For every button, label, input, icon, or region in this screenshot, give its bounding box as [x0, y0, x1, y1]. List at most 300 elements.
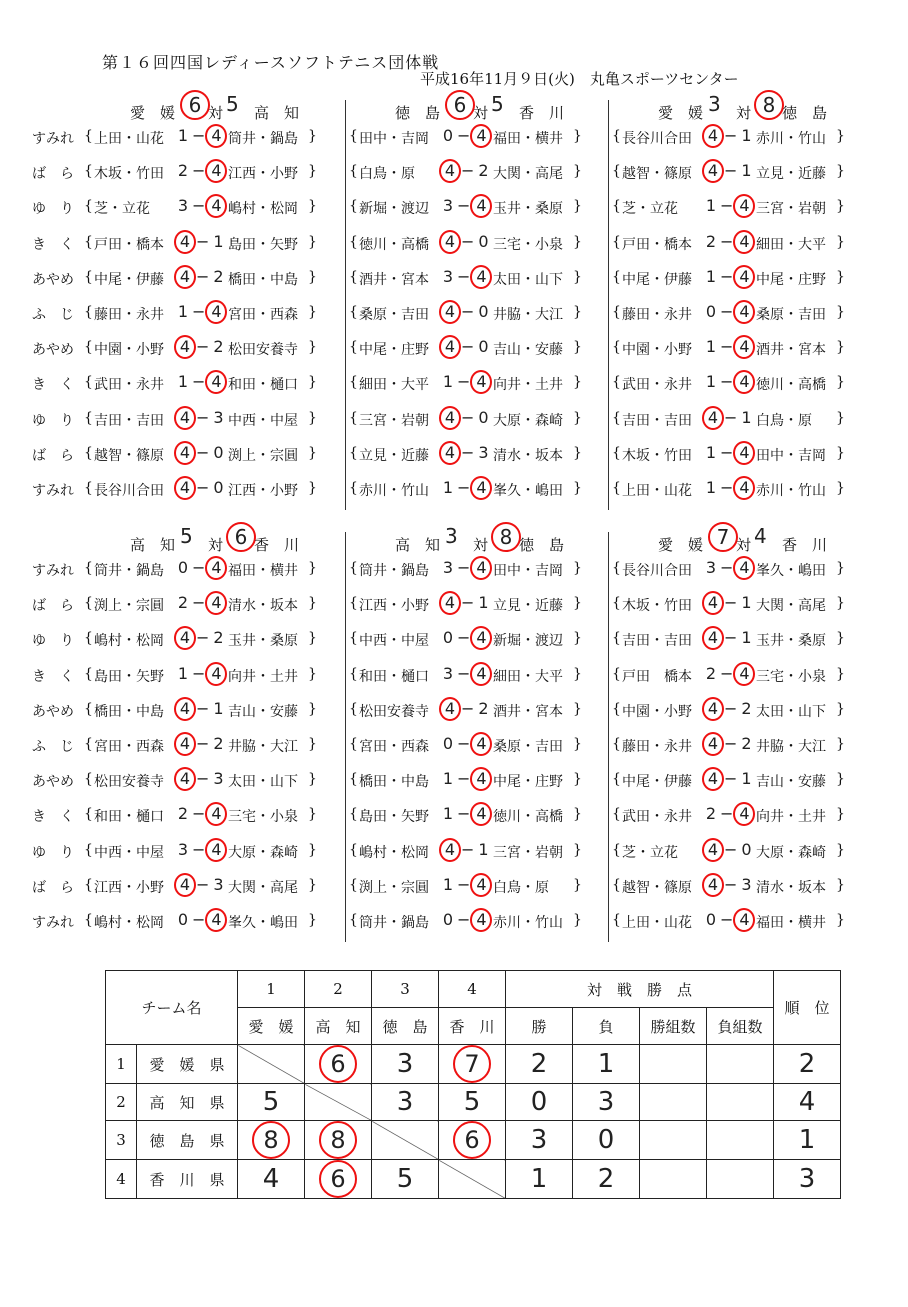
match-row	[612, 194, 873, 229]
pair-a: 橋田・中島	[94, 703, 164, 720]
score-a: 1	[442, 804, 454, 824]
match-score	[702, 230, 754, 254]
score-dash: −	[196, 337, 210, 357]
points-cell	[238, 1121, 305, 1160]
match-block	[32, 92, 332, 511]
match-score	[439, 802, 491, 826]
match-row	[349, 441, 655, 476]
round-name: あやめ	[32, 342, 74, 359]
pair-b: 徳川・高橋	[493, 809, 563, 826]
score-a: 4	[702, 591, 724, 615]
brace-close-b: }	[573, 128, 582, 144]
score-dash: −	[457, 804, 471, 824]
losses-value: 0	[597, 1125, 615, 1155]
points-group-header: 対 戦 勝 点	[506, 971, 774, 1008]
pair-b: 向井・土井	[228, 668, 298, 685]
match-score	[702, 732, 754, 756]
match-row	[349, 335, 655, 370]
brace-close-b: }	[573, 700, 582, 717]
match-score	[439, 697, 491, 721]
score-b: 4	[205, 556, 227, 580]
pair-a: 筒井・鍋島	[359, 914, 429, 931]
score-dash: −	[461, 593, 475, 613]
brace-open-a: {	[612, 374, 621, 391]
brace-open-a: {	[612, 268, 621, 285]
score-dash: −	[461, 161, 475, 181]
match-block	[612, 524, 873, 943]
score-a: 4	[174, 732, 196, 756]
match-score	[439, 626, 491, 650]
match-row	[612, 697, 873, 732]
match-row	[612, 556, 873, 591]
match-block	[612, 92, 873, 511]
brace-close-b: }	[573, 665, 582, 682]
brace-close-b: }	[573, 339, 582, 356]
score-dash: −	[457, 126, 471, 145]
team-a-score: 3	[708, 92, 721, 116]
brace-open-a: {	[349, 560, 358, 576]
score-b: 1	[741, 126, 752, 145]
pair-a: 藤田・永井	[622, 306, 692, 323]
pair-a: 木坂・竹田	[94, 166, 164, 183]
brace-open-a: {	[84, 595, 93, 612]
match-score	[439, 230, 491, 254]
pair-b: 向井・土井	[756, 809, 826, 826]
pair-b: 三宅・小泉	[493, 236, 563, 253]
score-b: 4	[205, 159, 227, 183]
pair-a: 筒井・鍋島	[94, 563, 164, 579]
score-dash: −	[457, 874, 471, 894]
brace-close-b: }	[308, 630, 317, 647]
match-score	[174, 124, 226, 148]
round-name: ば ら	[32, 447, 74, 464]
brace-close-b: }	[308, 479, 317, 496]
score-b: 0	[478, 301, 489, 321]
team-name-header: チーム名	[106, 971, 238, 1045]
row-number: 4	[106, 1160, 137, 1199]
score-dash: −	[196, 698, 210, 718]
pair-b: 和田・樋口	[228, 377, 298, 394]
match-score	[174, 873, 226, 897]
rank-header: 順 位	[774, 971, 841, 1045]
match-row	[349, 476, 655, 511]
score-b: 3	[213, 407, 224, 427]
match-row	[349, 194, 655, 229]
match-score	[174, 370, 226, 394]
score-dash: −	[196, 266, 210, 286]
brace-close-b: }	[836, 700, 845, 717]
points-cell	[238, 1084, 305, 1121]
brace-close-b: }	[573, 444, 582, 461]
brace-close-b: }	[308, 911, 317, 928]
score-b: 2	[213, 628, 224, 648]
score-a: 3	[177, 196, 189, 216]
loss-sets-cell	[707, 1121, 774, 1160]
pair-b: 筒井・鍋島	[228, 131, 298, 147]
match-row	[349, 370, 655, 405]
pair-b: 峯久・嶋田	[493, 482, 563, 499]
pair-a: 江西・小野	[359, 598, 429, 615]
score-dash: −	[461, 442, 475, 462]
pair-a: 戸田・橋本	[94, 236, 164, 253]
pair-a: 長谷川合田	[622, 563, 692, 579]
brace-close-b: }	[836, 163, 845, 180]
pair-b: 大関・高尾	[493, 166, 563, 183]
pair-b: 井脇・大江	[493, 306, 563, 323]
match-score	[439, 124, 491, 148]
pair-b: 太田・山下	[756, 703, 826, 720]
points-cell	[372, 1160, 439, 1199]
pair-a: 越智・篠原	[622, 166, 692, 183]
brace-close-b: }	[836, 630, 845, 647]
brace-close-b: }	[308, 735, 317, 752]
handwritten-points: 5	[463, 1087, 481, 1117]
pair-b: 福田・横井	[228, 563, 298, 579]
score-dash: −	[724, 874, 738, 894]
row-team: 徳 島 県	[137, 1121, 238, 1160]
score-dash: −	[720, 266, 734, 286]
team-b-score: 5	[491, 92, 504, 116]
brace-close-b: }	[573, 841, 582, 858]
brace-close-b: }	[308, 374, 317, 391]
brace-open-a: {	[612, 409, 621, 426]
match-score	[439, 476, 491, 500]
brace-open-a: {	[612, 303, 621, 320]
score-a: 1	[177, 126, 189, 145]
match-score	[174, 265, 226, 289]
self-match-cell	[439, 1160, 506, 1199]
match-header	[618, 92, 873, 124]
brace-close-b: }	[573, 409, 582, 426]
win-sets-cell	[640, 1121, 707, 1160]
match-row	[349, 732, 655, 767]
brace-open-a: {	[84, 700, 93, 717]
match-score	[702, 662, 754, 686]
match-row	[349, 838, 655, 873]
score-a: 3	[177, 839, 189, 859]
handwritten-points: 8	[319, 1121, 357, 1159]
pair-a: 中園・小野	[622, 342, 692, 359]
match-row	[612, 732, 873, 767]
col-team-4: 香 川	[439, 1008, 506, 1045]
match-score	[702, 335, 754, 359]
match-header	[355, 92, 655, 124]
match-score	[702, 838, 754, 862]
wins-cell	[506, 1160, 573, 1199]
brace-open-a: {	[84, 163, 93, 180]
pair-b: 立見・近藤	[493, 598, 563, 615]
match-row	[349, 159, 655, 194]
col-num-3: 3	[372, 971, 439, 1008]
match-row	[32, 406, 332, 441]
match-row	[349, 556, 655, 591]
score-a: 1	[177, 663, 189, 683]
brace-open-a: {	[612, 806, 621, 823]
score-b: 2	[213, 337, 224, 357]
brace-open-a: {	[349, 665, 358, 682]
score-b: 4	[470, 124, 492, 148]
loss-sets-cell	[707, 1045, 774, 1084]
match-row	[32, 662, 332, 697]
match-score	[439, 873, 491, 897]
pair-b: 中尾・庄野	[756, 271, 826, 288]
pair-b: 清水・坂本	[756, 879, 826, 896]
score-dash: −	[196, 477, 210, 497]
pair-b: 三宮・岩朝	[493, 844, 563, 861]
pair-b: 清水・坂本	[228, 598, 298, 615]
round-name: ゆ り	[32, 412, 74, 429]
brace-open-a: {	[612, 665, 621, 682]
row-number: 3	[106, 1121, 137, 1160]
score-b: 4	[470, 476, 492, 500]
score-dash: −	[196, 231, 210, 251]
pair-a: 越智・篠原	[622, 879, 692, 896]
score-b: 4	[470, 370, 492, 394]
pair-a: 武田・永井	[622, 377, 692, 394]
score-a: 0	[177, 558, 189, 577]
match-row	[32, 732, 332, 767]
score-a: 4	[439, 838, 461, 862]
score-a: 4	[702, 626, 724, 650]
pair-b: 江西・小野	[228, 166, 298, 183]
match-row	[612, 124, 873, 159]
col-team-3: 徳 島	[372, 1008, 439, 1045]
score-a: 1	[705, 442, 717, 462]
score-dash: −	[720, 804, 734, 824]
rank-value: 4	[798, 1087, 816, 1117]
team-b-name: 香 川	[782, 536, 828, 554]
team-b-score: 8	[754, 90, 784, 120]
match-row	[32, 335, 332, 370]
brace-close-b: }	[836, 303, 845, 320]
match-score	[439, 662, 491, 686]
score-dash: −	[724, 593, 738, 613]
score-b: 2	[213, 266, 224, 286]
team-b-score: 6	[226, 522, 256, 552]
pair-a: 桑原・吉田	[359, 306, 429, 323]
pair-b: 三宮・岩朝	[756, 201, 826, 218]
pair-a: 中尾・伊藤	[622, 271, 692, 288]
brace-open-a: {	[349, 233, 358, 250]
brace-open-a: {	[612, 198, 621, 215]
score-b: 4	[733, 441, 755, 465]
versus-label: 対	[208, 536, 224, 554]
score-b: 4	[205, 802, 227, 826]
score-b: 1	[213, 231, 224, 251]
round-name: ば ら	[32, 879, 74, 896]
match-score	[174, 335, 226, 359]
score-b: 3	[741, 874, 752, 894]
losses-cell	[573, 1121, 640, 1160]
match-row	[349, 908, 655, 943]
rank-cell	[774, 1160, 841, 1199]
brace-close-b: }	[836, 665, 845, 682]
score-dash: −	[720, 477, 734, 497]
score-a: 4	[702, 732, 724, 756]
points-cell	[305, 1045, 372, 1084]
match-row	[349, 230, 655, 265]
score-dash: −	[457, 628, 471, 648]
score-b: 2	[213, 733, 224, 753]
brace-close-b: }	[308, 595, 317, 612]
pair-b: 福田・横井	[756, 914, 826, 931]
score-dash: −	[196, 769, 210, 789]
score-b: 4	[733, 908, 755, 932]
round-name: き く	[32, 377, 74, 394]
row-number: 1	[106, 1045, 137, 1084]
pair-b: 白鳥・原	[493, 879, 549, 896]
pair-a: 木坂・竹田	[622, 447, 692, 464]
pair-b: 赤川・竹山	[756, 482, 826, 499]
match-row	[612, 406, 873, 441]
pair-b: 吉山・安藤	[228, 703, 298, 720]
match-score	[439, 335, 491, 359]
brace-open-a: {	[84, 560, 93, 576]
row-team: 香 川 県	[137, 1160, 238, 1199]
score-b: 4	[470, 626, 492, 650]
score-dash: −	[724, 698, 738, 718]
score-b: 4	[733, 476, 755, 500]
match-row	[612, 335, 873, 370]
score-a: 2	[177, 593, 189, 613]
losses-cell	[573, 1084, 640, 1121]
brace-close-b: }	[573, 268, 582, 285]
win-sets-cell	[640, 1084, 707, 1121]
score-a: 4	[439, 441, 461, 465]
score-b: 4	[470, 732, 492, 756]
team-b-score: 8	[491, 522, 521, 552]
points-cell	[305, 1160, 372, 1199]
score-b: 4	[733, 300, 755, 324]
brace-open-a: {	[612, 771, 621, 788]
pair-b: 清水・坂本	[493, 447, 563, 464]
match-row	[32, 873, 332, 908]
brace-close-b: }	[308, 303, 317, 320]
match-score	[174, 908, 226, 932]
pair-b: 酒井・宮本	[493, 703, 563, 720]
column-divider	[608, 532, 609, 942]
match-score	[702, 265, 754, 289]
match-score	[702, 370, 754, 394]
brace-open-a: {	[612, 128, 621, 144]
score-dash: −	[192, 909, 206, 929]
score-a: 4	[702, 873, 724, 897]
round-name: ゆ り	[32, 201, 74, 218]
team-a-name: 愛 媛	[658, 536, 704, 554]
team-a-score: 5	[180, 524, 193, 548]
match-header	[355, 524, 655, 556]
handwritten-points: 6	[319, 1160, 357, 1198]
score-b: 4	[205, 124, 227, 148]
pair-b: 峯久・嶋田	[228, 914, 298, 931]
score-dash: −	[192, 839, 206, 859]
brace-close-b: }	[573, 374, 582, 391]
brace-close-b: }	[308, 128, 317, 144]
team-b-name: 香 川	[519, 104, 565, 122]
score-b: 4	[205, 591, 227, 615]
round-name: すみれ	[32, 482, 74, 499]
match-score	[174, 838, 226, 862]
standings-row	[106, 1121, 841, 1160]
wins-cell	[506, 1045, 573, 1084]
pair-b: 立見・近藤	[756, 166, 826, 183]
pair-b: 松田安養寺	[228, 342, 298, 359]
pair-b: 徳川・高橋	[756, 377, 826, 394]
brace-close-b: }	[573, 560, 582, 576]
score-a: 2	[705, 231, 717, 251]
score-b: 4	[733, 662, 755, 686]
score-dash: −	[720, 558, 734, 577]
score-a: 2	[177, 161, 189, 181]
self-match-cell	[238, 1045, 305, 1084]
handwritten-points: 3	[396, 1049, 414, 1079]
brace-close-b: }	[573, 233, 582, 250]
brace-open-a: {	[84, 444, 93, 461]
score-b: 1	[741, 161, 752, 181]
points-cell	[372, 1084, 439, 1121]
brace-open-a: {	[84, 630, 93, 647]
brace-close-b: }	[836, 911, 845, 928]
pair-a: 渕上・宗圓	[359, 879, 429, 896]
pair-b: 三宅・小泉	[756, 668, 826, 685]
score-b: 4	[205, 838, 227, 862]
brace-open-a: {	[349, 268, 358, 285]
pair-a: 新堀・渡辺	[359, 201, 429, 218]
score-dash: −	[720, 372, 734, 392]
match-score	[439, 838, 491, 862]
round-name: ゆ り	[32, 633, 74, 650]
losses-cell	[573, 1045, 640, 1084]
pair-b: 赤川・竹山	[756, 131, 826, 147]
pair-a: 上田・山花	[94, 131, 164, 147]
round-name: すみれ	[32, 914, 74, 931]
brace-close-b: }	[836, 560, 845, 576]
loss-sets-cell	[707, 1084, 774, 1121]
brace-close-b: }	[308, 841, 317, 858]
pair-b: 吉山・安藤	[756, 774, 826, 791]
score-dash: −	[461, 301, 475, 321]
pair-b: 大関・高尾	[756, 598, 826, 615]
pair-a: 中尾・伊藤	[94, 271, 164, 288]
match-score	[174, 626, 226, 650]
score-dash: −	[192, 301, 206, 321]
score-b: 4	[733, 802, 755, 826]
pair-a: 松田安養寺	[94, 774, 164, 791]
pair-a: 武田・永井	[622, 809, 692, 826]
pair-a: 藤田・永井	[94, 306, 164, 323]
score-dash: −	[192, 558, 206, 577]
versus-label: 対	[473, 536, 489, 554]
match-score	[439, 406, 491, 430]
score-dash: −	[720, 909, 734, 929]
brace-close-b: }	[836, 595, 845, 612]
score-dash: −	[457, 909, 471, 929]
brace-close-b: }	[573, 163, 582, 180]
versus-label: 対	[736, 536, 752, 554]
pair-a: 長谷川合田	[622, 131, 692, 147]
score-dash: −	[724, 161, 738, 181]
match-row	[32, 802, 332, 837]
brace-close-b: }	[836, 128, 845, 144]
pair-b: 玉井・桑原	[493, 201, 563, 218]
match-row	[349, 626, 655, 661]
brace-open-a: {	[349, 806, 358, 823]
col-team-2: 高 知	[305, 1008, 372, 1045]
score-b: 2	[478, 161, 489, 181]
match-score	[174, 591, 226, 615]
match-score	[174, 194, 226, 218]
score-b: 4	[470, 194, 492, 218]
